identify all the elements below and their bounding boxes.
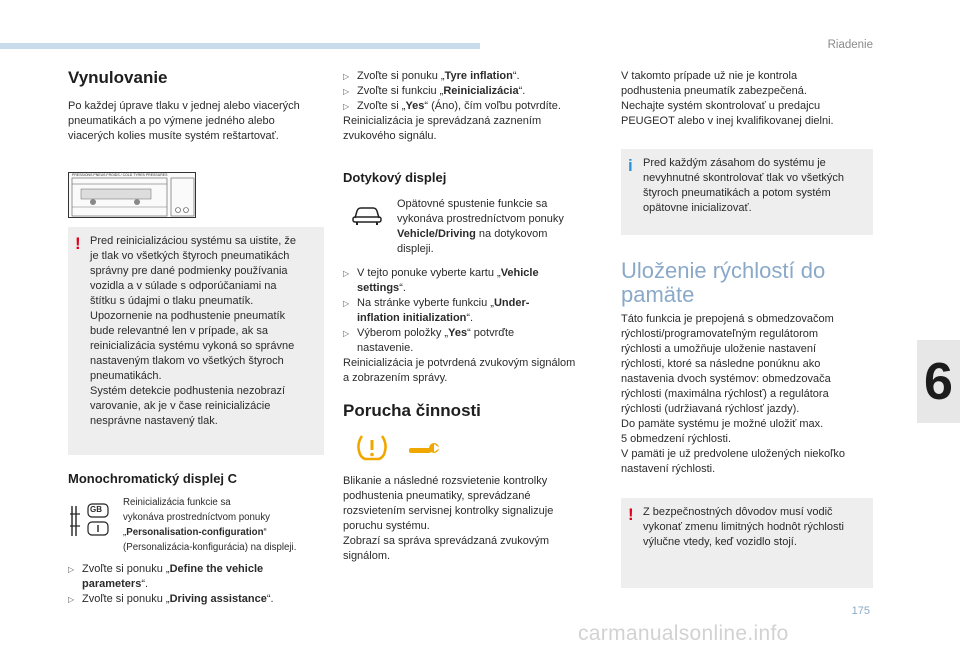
tyre-warning-lamp-icon (355, 433, 389, 463)
fault-line-3: rozsvietením servisnej kontrolky signalizuje (343, 505, 554, 517)
tyre-step-1: ▷ Zvoľte si ponuku „Tyre inflation“. (343, 69, 593, 84)
tyre-label-caption: PRESSIONS PNEUS FROIDS / COLD TYRES PRESSURES (72, 173, 168, 177)
info-line-1: Pred každým zásahom do systému je (643, 157, 826, 169)
info-line-2: nevyhnutné skontrolovať tlak vo všetkých (643, 172, 845, 184)
fault-cont-line-4: PEUGEOT alebo v inej kvalifikovanej dielni. (621, 115, 834, 127)
warning-line: vozidla a v súlade s odporúčaniami na (90, 280, 277, 292)
speed-title-line-1: Uloženie rýchlostí do (621, 258, 826, 283)
warning-line: Pred reinicializáciou systému sa uistite, že (90, 235, 297, 247)
speed-line-8: Do pamäte systému je možné uložiť max. (621, 418, 824, 430)
fault-cont-line-2: podhustenia pneumatík zabezpečená. (621, 85, 807, 97)
title-mono-display: Monochromatický displej C (68, 471, 238, 486)
touch-steps (343, 266, 593, 356)
title-touch-display: Dotykový displej (343, 170, 447, 185)
tyre-step-3: ▷ Zvoľte si „Yes“ (Áno), čím voľbu potvrdíte. (343, 99, 593, 114)
mono-step-1: ▷ Zvoľte si ponuku „Define the vehicle parameters“. (68, 562, 324, 592)
speed-memory-text (621, 312, 873, 477)
quote-open: „ (123, 527, 127, 538)
menu-vehicle-driving: Vehicle/Driving (397, 228, 476, 240)
malfunction-continued (621, 69, 873, 129)
car-outline-icon (351, 202, 383, 226)
mono-note-line-3 (123, 525, 333, 540)
fault-line-1: Blikanie a následné rozsvietenie kontrolky (343, 475, 548, 487)
warning-line: reinicializácia systému vykoná so správne (90, 340, 295, 352)
speed-title-line-2: pamäte (621, 282, 695, 307)
mono-note-line-1: Reinicializácia funkcie sa (123, 497, 231, 508)
warning-reset-text (90, 234, 314, 429)
reset-confirm: Reinicializácia je sprevádzaná zaznením zvukového signálu. (343, 115, 542, 142)
info-line-3: štyroch pneumatikách a potom systém (643, 187, 831, 199)
tyre-steps (343, 69, 593, 114)
mono-steps (68, 562, 324, 607)
fault-line-4: poruchu systému. (343, 520, 430, 532)
warning-line: bude relevantné len v prípade, ak sa (90, 325, 268, 337)
watermark: carmanualsonline.info (578, 622, 789, 645)
speed-line-10: V pamäti je už predvolene uložených niekoľko (621, 448, 845, 460)
tyre-label-drawing (69, 173, 197, 219)
speed-line-11: nastavení rýchlosti. (621, 463, 716, 475)
touch-step-3: ▷ Výberom položky „Yes“ potvrďte nastavenie. (343, 326, 593, 356)
mono-step-2: ▷ Zvoľte si ponuku „Driving assistance“. (68, 592, 324, 607)
service-wrench-icon (407, 436, 441, 460)
warning-line: varovanie, ak je v čase reinicializácie (90, 400, 271, 412)
top-accent-bar (0, 43, 480, 49)
menu-personalisation: Personalisation-configuration (126, 527, 264, 538)
speed-line-4: rýchlosti, ktoré sa následne ponúknu ako (621, 358, 821, 370)
speed-line-6: rýchlosti (maximálna rýchlosť) a regulátora (621, 388, 829, 400)
speed-line-1: Táto funkcia je prepojená s obmedzovačom (621, 313, 834, 325)
speed-line-2: rýchlosti/programovateľným regulátorom (621, 328, 819, 340)
speed-warn-line-1: Z bezpečnostných dôvodov musí vodič (643, 506, 833, 518)
warning-line: správny pre dané podmienky používania (90, 265, 288, 277)
speed-warn-line-2: vykonať zmenu limitných hodnôt rýchlosti (643, 521, 844, 533)
section-label: Riadenie (827, 39, 873, 51)
title-reset: Vynulovanie (68, 68, 168, 87)
wrench-icon (407, 436, 441, 460)
chapter-tab: 6 (917, 340, 960, 423)
mono-display-icon (68, 500, 116, 540)
tyre-underinflation-icon (355, 433, 389, 463)
title-malfunction: Porucha činnosti (343, 401, 481, 420)
warning-line: Upozornenie na podhustenie pneumatík (90, 310, 286, 322)
info-line-4: opätovne inicializovať. (643, 202, 752, 214)
touch-step-2: ▷ Na stránke vyberte funkciu „Under- inflation initialization“. (343, 296, 593, 326)
page-number: 175 (851, 605, 870, 617)
quote-close: “ (263, 527, 267, 538)
touch-confirm: Reinicializácia je potvrdená zvukovým signálom a zobrazením správy. (343, 357, 576, 384)
fault-line-6: signálom. (343, 550, 391, 562)
touch-note-line-3: Vehicle/Driving na dotykovom (397, 228, 548, 240)
speed-warn-line-3: výlučne vtedy, keď vozidlo stojí. (643, 536, 797, 548)
warning-line: Systém detekcie podhustenia nezobrazí (90, 385, 286, 397)
warning-icon: ! (628, 505, 634, 524)
warning-icon: ! (75, 234, 81, 253)
info-icon: i (628, 156, 633, 175)
fault-cont-line-3: Nechajte systém skontrolovať u predajcu (621, 100, 821, 112)
mono-note-line-2: vykonáva prostredníctvom ponuky (123, 512, 271, 523)
reset-intro: Po každej úprave tlaku v jednej alebo viacerých pneumatikách a po výmene jedného alebo viacerých kolies musíte systém reštartovať. (68, 100, 300, 142)
mono-note (123, 495, 333, 555)
touch-note-line-2: vykonáva prostredníctvom ponuky (397, 213, 564, 225)
warning-line: nastaveným tlakom vo všetkých štyroch (90, 355, 284, 367)
warning-reset-note (68, 227, 324, 455)
tyre-pressure-label-image (68, 172, 196, 218)
speed-line-7: rýchlosti (udržiavaná rýchlosť jazdy). (621, 403, 800, 415)
gb-label: GB (90, 505, 102, 514)
tyre-step-2: ▷ Zvoľte si funkciu „Reinicializácia“. (343, 84, 593, 99)
fault-line-2: podhustenia pneumatiky, sprevádzané (343, 490, 531, 502)
warning-speed-note (621, 498, 873, 588)
title-speed-memory (621, 259, 873, 307)
fault-line-5: Zobrazí sa správa sprevádzaná zvukovým (343, 535, 550, 547)
car-icon (351, 202, 383, 226)
mono-note-line-4: (Personalizácia-konfigurácia) na displeji. (123, 542, 297, 553)
touch-note-line-4: displeji. (397, 243, 434, 255)
touch-note (397, 197, 593, 257)
warning-line: nesprávne nastavený tlak. (90, 415, 218, 427)
info-check-note (621, 149, 873, 235)
warning-line: štítku s údajmi o tlaku pneumatík. (90, 295, 254, 307)
speed-line-5: nastavenia dvoch systémov: obmedzovača (621, 373, 831, 385)
touch-note-line-1: Opätovné spustenie funkcie sa (397, 198, 548, 210)
speed-line-3: rýchlosti a umožňuje uloženie nastavení (621, 343, 817, 355)
speed-line-9: 5 obmedzení rýchlosti. (621, 433, 732, 445)
touch-step-1: ▷ V tejto ponuke vyberte kartu „Vehicle settings“. (343, 266, 593, 296)
warning-line: pneumatikách. (90, 370, 162, 382)
warning-line: je tlak vo všetkých štyroch pneumatikách (90, 250, 290, 262)
fault-cont-line-1: V takomto prípade už nie je kontrola (621, 70, 798, 82)
malfunction-text (343, 474, 593, 564)
